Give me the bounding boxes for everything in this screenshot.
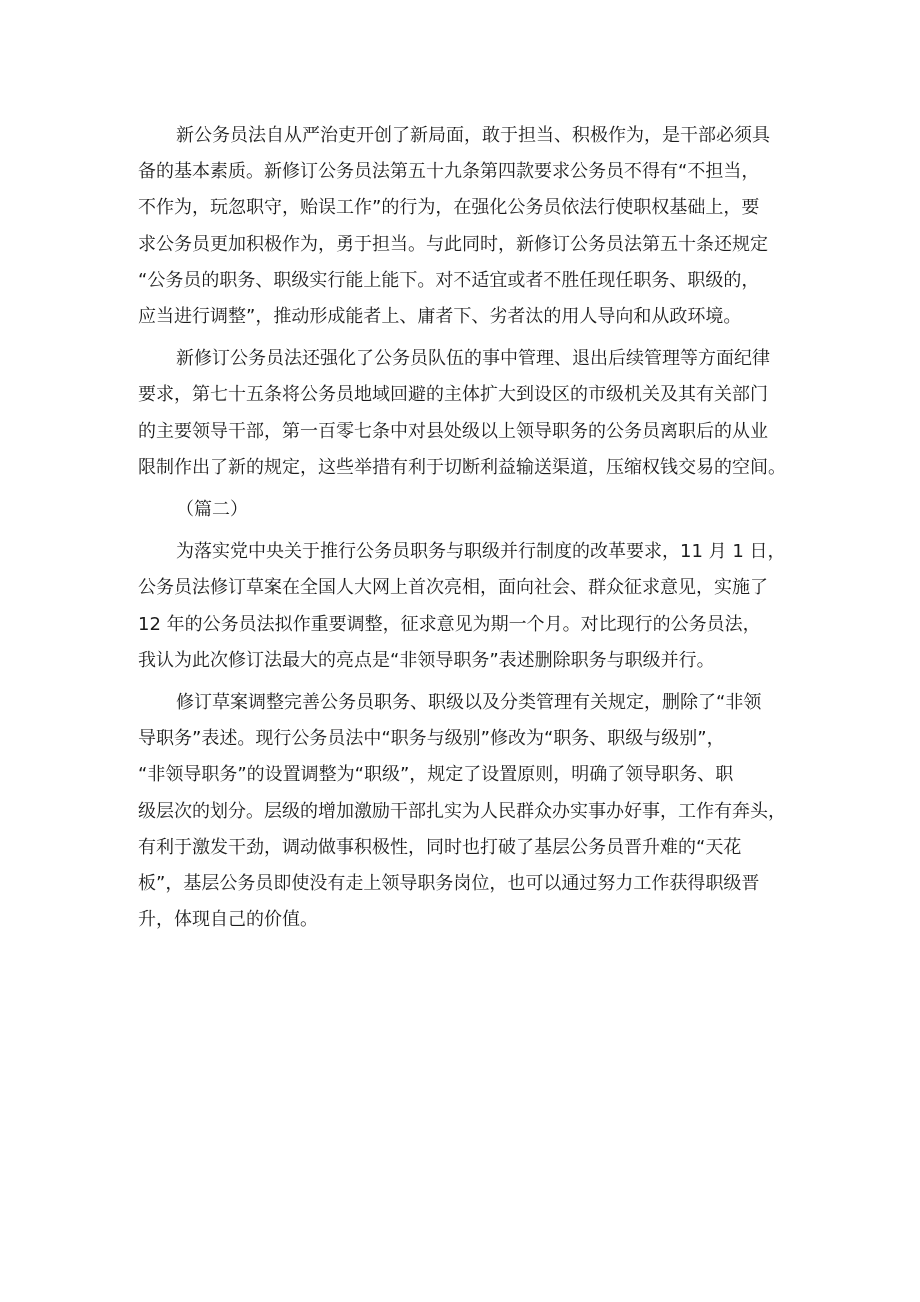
text-line: 板”，基层公务员即使没有走上领导职务岗位，也可以通过努力工作获得职级晋 bbox=[138, 873, 760, 895]
text-line: 新公务员法自从严治吏开创了新局面，敢于担当、积极作为，是干部必须具 bbox=[176, 125, 770, 146]
paragraph-3 bbox=[138, 534, 786, 679]
text-line: 不作为，玩忽职守，贻误工作”的行为，在强化公务员依法行使职权基础上，要 bbox=[138, 197, 760, 219]
text-line: 为落实党中央关于推行公务员职务与职级并行制度的改革要求，11 月 1 日， bbox=[176, 541, 786, 563]
text-line: 有利于激发干劲，调动做事积极性，同时也打破了基层公务员晋升难的“天花 bbox=[138, 836, 742, 858]
text-line: 我认为此次修订法最大的亮点是“非领导职务”表述删除职务与职级并行。 bbox=[138, 649, 715, 671]
document-body bbox=[138, 118, 786, 944]
text-line: 级层次的划分。层级的增加激励干部扎实为人民群众办实事办好事，工作有奔头， bbox=[138, 800, 786, 822]
text-line: 12 年的公务员法拟作重要调整，征求意见为期一个月。对比现行的公务员法， bbox=[138, 613, 761, 635]
text-line: 公务员法修订草案在全国人大网上首次亮相，面向社会、群众征求意见，实施了 bbox=[138, 577, 768, 599]
text-line: 备的基本素质。新修订公务员法第五十九条第四款要求公务员不得有“不担当， bbox=[138, 161, 760, 183]
text-line: 升，体现自己的价值。 bbox=[138, 909, 318, 931]
text-line: 修订草案调整完善公务员职务、职级以及分类管理有关规定，删除了“非领 bbox=[176, 692, 762, 714]
text-line: 导职务”表述。现行公务员法中“职务与级别”修改为“职务、职级与级别”， bbox=[138, 728, 725, 750]
text-line: 应当进行调整”，推动形成能者上、庸者下、劣者汰的用人导向和从政环境。 bbox=[138, 306, 742, 328]
paragraph-1 bbox=[138, 118, 786, 335]
text-line: 要求，第七十五条将公务员地域回避的主体扩大到设区的市级机关及其有关部门 bbox=[138, 384, 768, 406]
text-line: 的主要领导干部，第一百零七条中对县处级以上领导职务的公务员离职后的从业 bbox=[138, 420, 768, 442]
text-line: 新修订公务员法还强化了公务员队伍的事中管理、退出后续管理等方面纪律 bbox=[176, 348, 770, 370]
paragraph-4 bbox=[138, 685, 786, 938]
section-heading bbox=[138, 492, 786, 528]
text-line: 求公务员更加积极作为，勇于担当。与此同时，新修订公务员法第五十条还规定 bbox=[138, 233, 768, 255]
text-line: 限制作出了新的规定，这些举措有利于切断利益输送渠道，压缩权钱交易的空间。 bbox=[138, 456, 786, 478]
section-heading-text: （篇二） bbox=[176, 499, 248, 521]
text-line: “非领导职务”的设置调整为“职级”，规定了设置原则，明确了领导职务、职 bbox=[138, 764, 734, 786]
paragraph-2 bbox=[138, 341, 786, 486]
text-line: “公务员的职务、职级实行能上能下。对不适宜或者不胜任现任职务、职级的， bbox=[138, 269, 760, 291]
